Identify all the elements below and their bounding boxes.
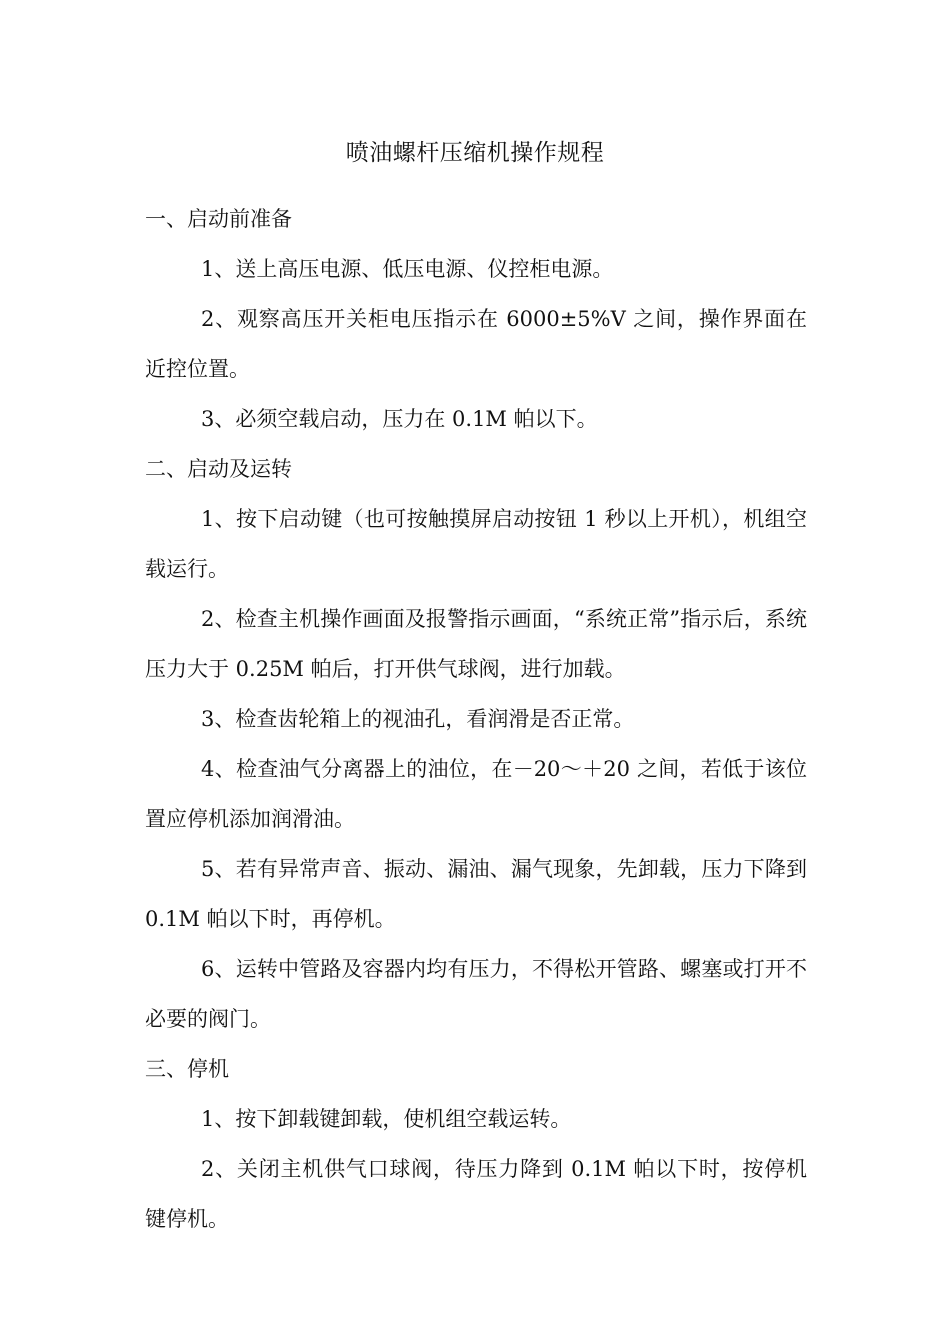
list-item: 3、必须空载启动，压力在 0.1M 帕以下。	[201, 407, 598, 431]
section-shutdown	[145, 1044, 807, 1244]
section-heading: 一、启动前准备	[145, 207, 292, 231]
document-body	[145, 194, 807, 1244]
list-item: 1、送上高压电源、低压电源、仪控柜电源。	[201, 257, 614, 281]
section-heading: 二、启动及运转	[145, 457, 292, 481]
list-item: 2、关闭主机供气口球阀，待压力降到 0.1M 帕以下时，按停机键停机。	[145, 1157, 807, 1231]
section-startup-operation	[145, 444, 807, 1044]
list-item: 3、检查齿轮箱上的视油孔，看润滑是否正常。	[201, 707, 635, 731]
document-title: 喷油螺杆压缩机操作规程	[345, 140, 605, 166]
list-item: 2、观察高压开关柜电压指示在 6000±5%V 之间，操作界面在近控位置。	[145, 307, 807, 381]
section-startup-prep	[145, 194, 807, 444]
list-item: 1、按下卸载键卸载，使机组空载运转。	[201, 1107, 572, 1131]
list-item: 1、按下启动键（也可按触摸屏启动按钮 1 秒以上开机），机组空载运行。	[145, 507, 807, 581]
list-item: 4、检查油气分离器上的油位，在－20～＋20 之间，若低于该位置应停机添加润滑油。	[145, 757, 807, 831]
list-item: 6、运转中管路及容器内均有压力，不得松开管路、螺塞或打开不必要的阀门。	[145, 957, 807, 1031]
section-heading: 三、停机	[145, 1057, 229, 1081]
list-item: 2、检查主机操作画面及报警指示画面，“系统正常”指示后，系统压力大于 0.25M 帕后，打开供气球阀，进行加载。	[145, 607, 807, 681]
list-item: 5、若有异常声音、振动、漏油、漏气现象，先卸载，压力下降到 0.1M 帕以下时，再停机。	[145, 857, 807, 931]
